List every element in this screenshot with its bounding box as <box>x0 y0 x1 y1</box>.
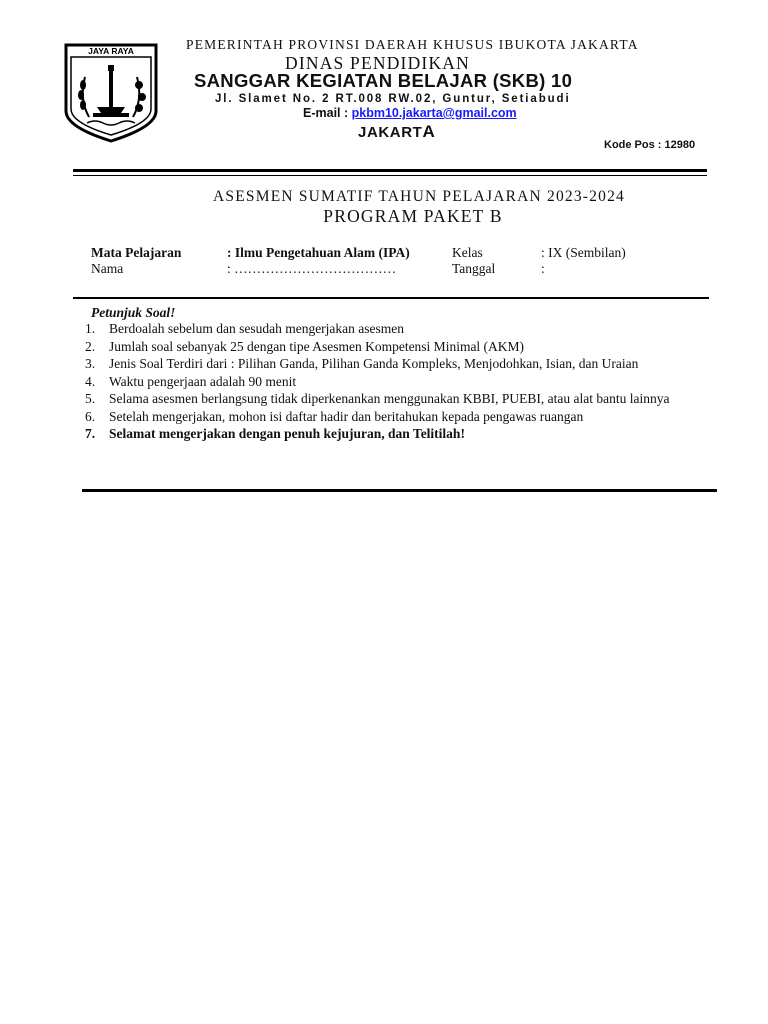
instruction-item <box>83 355 683 373</box>
exam-title: ASESMEN SUMATIF TAHUN PELAJARAN 2023-2024 <box>213 188 625 205</box>
date-value: : <box>541 261 545 276</box>
instruction-number: 7. <box>85 426 96 441</box>
letterhead-city <box>358 122 435 142</box>
instruction-number: 3. <box>85 356 96 371</box>
class-value: : IX (Sembilan) <box>541 245 626 260</box>
logo-motto: JAYA RAYA <box>88 46 134 56</box>
instruction-item <box>83 320 683 338</box>
instructions-list <box>83 320 683 443</box>
letterhead-email-row <box>303 106 517 120</box>
instruction-text: Waktu pengerjaan adalah 90 menit <box>109 373 297 389</box>
instruction-text: Selamat mengerjakan dengan penuh kejujuran, dan Telitilah! <box>109 426 465 441</box>
letterhead-address: Jl. Slamet No. 2 RT.008 RW.02, Guntur, Setiabudi <box>215 93 571 105</box>
exam-program: PROGRAM PAKET B <box>323 206 503 226</box>
letterhead-government: PEMERINTAH PROVINSI DAERAH KHUSUS IBUKOTA JAKARTA <box>186 37 639 52</box>
instruction-text: Jenis Soal Terdiri dari : Pilihan Ganda, Pilihan Ganda Kompleks, Menjodohkan, Isian, dan Uraian <box>109 356 639 371</box>
instruction-item <box>83 338 683 356</box>
city-text-last: A <box>422 122 436 141</box>
instruction-item <box>83 373 683 391</box>
class-label: Kelas <box>452 245 483 260</box>
instruction-item <box>83 408 683 426</box>
jakarta-emblem-logo <box>63 41 159 143</box>
instructions-heading: Petunjuk Soal! <box>91 305 176 320</box>
subject-label: Mata Pelajaran <box>91 245 182 260</box>
letterhead-department: DINAS PENDIDIKAN <box>285 53 470 73</box>
letterhead-divider-thick <box>73 169 707 172</box>
date-label: Tanggal <box>452 261 496 276</box>
instruction-text: Jumlah soal sebanyak 25 dengan tipe Asesmen Kompetensi Minimal (AKM) <box>109 338 525 354</box>
section-divider <box>73 297 709 299</box>
instruction-number: 5. <box>85 391 96 406</box>
letterhead-divider-thin <box>73 175 707 176</box>
instruction-number: 4. <box>85 373 96 389</box>
instruction-item <box>83 390 683 408</box>
letterhead-institution: SANGGAR KEGIATAN BELAJAR (SKB) 10 <box>194 70 573 91</box>
postal-code: Kode Pos : 12980 <box>604 139 696 151</box>
instruction-number: 6. <box>85 408 96 424</box>
city-text: JAKART <box>358 124 423 141</box>
name-label: Nama <box>91 261 124 276</box>
instruction-number: 1. <box>85 321 96 336</box>
subject-value: : Ilmu Pengetahuan Alam (IPA) <box>227 245 410 260</box>
instruction-item <box>83 425 683 443</box>
instruction-text: Selama asesmen berlangsung tidak diperkenankan menggunakan KBBI, PUEBI, atau alat bantu lainnya <box>109 391 670 406</box>
instruction-text: Setelah mengerjakan, mohon isi daftar hadir dan beritahukan kepada pengawas ruangan <box>109 408 584 424</box>
name-value: : ……………………………… <box>227 261 397 276</box>
email-link[interactable]: pkbm10.jakarta@gmail.com <box>351 106 517 120</box>
email-label: E-mail : <box>303 106 352 120</box>
instruction-number: 2. <box>85 338 96 354</box>
instructions-divider <box>82 489 717 492</box>
instruction-text: Berdoalah sebelum dan sesudah mengerjakan asesmen <box>109 321 405 336</box>
